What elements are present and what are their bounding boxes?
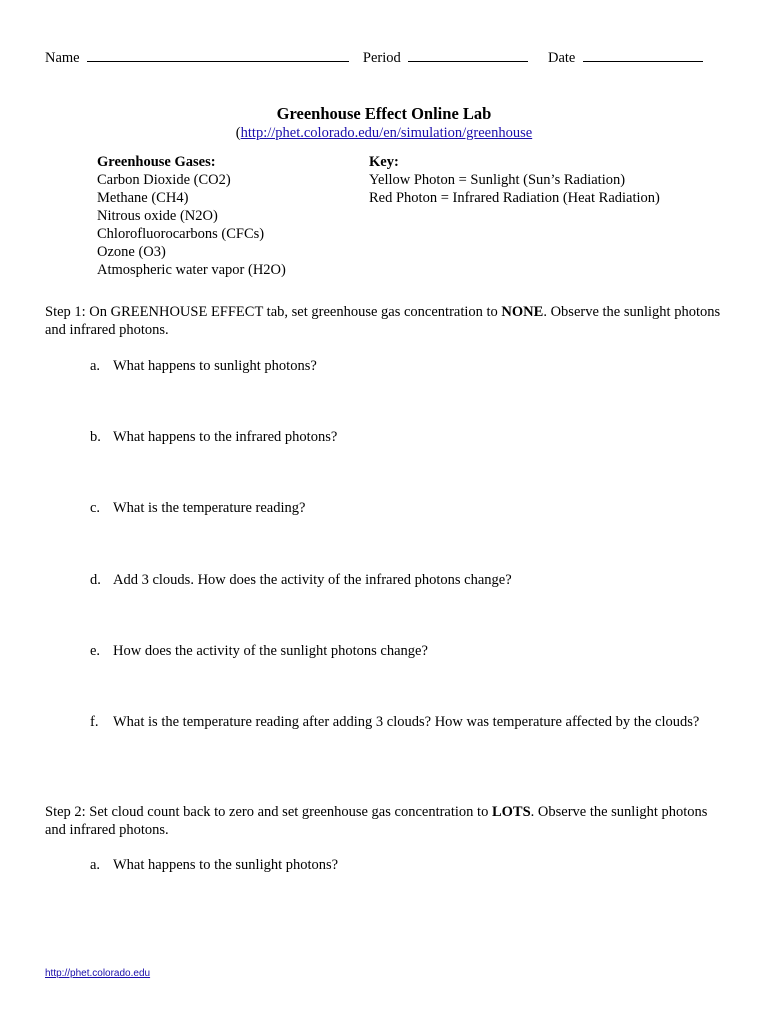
gas-item: Carbon Dioxide (CO2) (97, 172, 231, 188)
question-letter: a. (90, 857, 101, 873)
question-text: What happens to the infrared photons? (113, 429, 338, 445)
page-title: Greenhouse Effect Online Lab (276, 104, 492, 123)
gas-item: Chlorofluorocarbons (CFCs) (97, 226, 265, 242)
name-field[interactable] (87, 47, 349, 62)
step1-question-e (90, 642, 428, 660)
footer (45, 963, 150, 983)
key-item: Yellow Photon = Sunlight (Sun’s Radiation) (369, 172, 626, 188)
question-text: How does the activity of the sunlight photons change? (113, 643, 428, 659)
question-letter: e. (90, 643, 101, 659)
period-label: Period (362, 50, 401, 66)
step2-text-before: Step 2: Set cloud count back to zero and set greenhouse gas concentration to (45, 804, 492, 820)
question-letter: a. (90, 358, 101, 374)
step1-text-before: Step 1: On GREENHOUSE EFFECT tab, set greenhouse gas concentration to (45, 304, 502, 320)
step2-instruction (45, 803, 725, 839)
gas-item: Atmospheric water vapor (H2O) (97, 262, 286, 278)
question-letter: b. (90, 429, 101, 445)
date-label: Date (547, 50, 576, 66)
question-text: Add 3 clouds. How does the activity of the infrared photons change? (113, 572, 512, 588)
step2-emphasis: LOTS (491, 804, 531, 820)
url-open-paren: ( (235, 125, 241, 141)
simulation-link[interactable]: http://phet.colorado.edu/en/simulation/greenhouse (240, 125, 533, 141)
step1-question-f (90, 713, 699, 731)
greenhouse-gases-list (97, 153, 286, 279)
gas-item: Methane (CH4) (97, 190, 189, 206)
question-text: What happens to the sunlight photons? (113, 857, 339, 873)
period-field[interactable] (408, 47, 528, 62)
header-row (45, 47, 703, 67)
gas-item: Ozone (O3) (97, 244, 166, 260)
name-label: Name (45, 50, 80, 66)
date-field[interactable] (583, 47, 703, 62)
question-letter: c. (90, 500, 101, 516)
question-text: What is the temperature reading? (113, 500, 306, 516)
step1-question-d (90, 571, 512, 589)
key-item: Red Photon = Infrared Radiation (Heat Radiation) (369, 190, 660, 206)
step1-emphasis: NONE (501, 304, 544, 320)
key-heading: Key: (369, 154, 399, 170)
question-letter: f. (90, 714, 99, 730)
question-text: What is the temperature reading after adding 3 clouds? How was temperature affected by the clouds? (113, 714, 700, 730)
step1-question-a (90, 357, 317, 375)
simulation-url-line (0, 124, 768, 142)
step2-question-a (90, 856, 338, 874)
greenhouse-gases-heading: Greenhouse Gases: (97, 154, 216, 170)
gas-item: Nitrous oxide (N2O) (97, 208, 218, 224)
footer-link[interactable]: http://phet.colorado.edu (45, 968, 151, 979)
step2-text-after: . Observe the sunlight photons and infrared photons. (45, 804, 708, 838)
key-list (369, 153, 660, 207)
step1-question-c (90, 499, 305, 517)
question-letter: d. (90, 572, 101, 588)
step1-question-b (90, 428, 337, 446)
question-text: What happens to sunlight photons? (113, 358, 317, 374)
step1-text-after: . Observe the sunlight photons and infrared photons. (45, 304, 721, 338)
step1-instruction (45, 303, 725, 339)
